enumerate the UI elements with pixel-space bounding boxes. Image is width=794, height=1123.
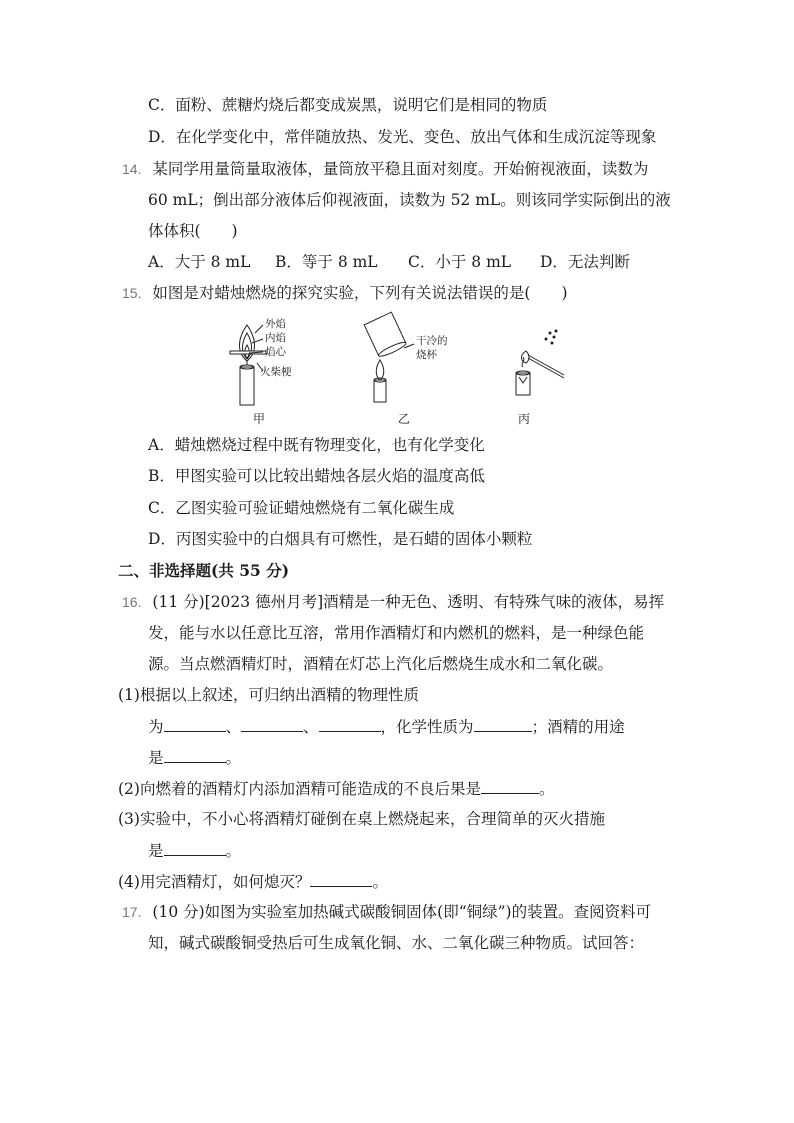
q17-stem-line2: 知，碱式碳酸铜受热后可生成氧化铜、水、二氧化碳三种物质。试回答： xyxy=(148,934,645,952)
q16-stem-line3: 源。当点燃酒精灯时，酒精在灯芯上汽化后燃烧生成水和二氧化碳。 xyxy=(148,655,614,673)
q14-stem-text1: 某同学用量筒量取液体，量筒放平稳且面对刻度。开始俯视液面，读数为 xyxy=(152,160,649,178)
q13-option-c: C．面粉、蔗糖灼烧后都变成炭黑，说明它们是相同的物质 xyxy=(148,96,548,114)
answer-blank-consequence[interactable] xyxy=(481,777,539,794)
q14-stem-line3: 体体积( ) xyxy=(148,222,238,240)
figure-caption-yi: 乙 xyxy=(398,412,411,426)
q15-number: 15. xyxy=(122,285,142,301)
q16-part3-prompt: (3)实验中，不小心将酒精灯碰倒在桌上燃烧起来，合理简单的灭火措施 xyxy=(118,810,605,828)
q16-stem-line2: 发，能与水以任意比互溶，常用作酒精灯和内燃机的燃料，是一种绿色能 xyxy=(148,624,645,642)
label-outer-flame: 外焰 xyxy=(265,318,286,330)
q16-part2-prompt: (2)向燃着的酒精灯内添加酒精可能造成的不良后果是 xyxy=(118,780,481,798)
figure-caption-jia: 甲 xyxy=(253,412,266,426)
label-flame-core: 焰心 xyxy=(265,346,286,358)
answer-blank-physical-property-3[interactable] xyxy=(319,715,381,732)
q14-option-c: C．小于 8 mL xyxy=(408,253,512,271)
q17-number: 17. xyxy=(122,904,142,920)
q17-stem-text1: (10 分)如图为实验室加热碱式碳酸铜固体(即“铜绿”)的装置。查阅资料可 xyxy=(152,903,652,921)
q16-chem-property-label: ，化学性质为 xyxy=(380,718,474,736)
q16-number: 16. xyxy=(122,594,142,610)
q14-number: 14. xyxy=(122,161,142,177)
q15-stem-text: 如图是对蜡烛燃烧的探究实验，下列有关说法错误的是( ) xyxy=(152,284,568,302)
q15-option-c: C．乙图实验可验证蜡烛燃烧有二氧化碳生成 xyxy=(148,499,455,517)
q16-stem-text1: (11 分)[2023 德州月考]酒精是一种无色、透明、有特殊气味的液体，易挥 xyxy=(152,593,665,611)
q16-part1-prompt: (1)根据以上叙述，可归纳出酒精的物理性质 xyxy=(118,686,419,704)
q15-stem xyxy=(122,282,568,304)
answer-blank-use[interactable] xyxy=(164,746,226,763)
q14-stem-line1 xyxy=(122,158,648,180)
q17-stem-line1 xyxy=(122,901,651,923)
q16-use-label: ；酒精的用途 xyxy=(531,718,625,736)
q16-part4 xyxy=(118,870,388,893)
q15-option-a: A．蜡烛燃烧过程中既有物理变化，也有化学变化 xyxy=(148,436,485,454)
q16-part2 xyxy=(118,777,554,800)
q16-use-prefix: 是 xyxy=(148,749,164,767)
label-inner-flame: 内焰 xyxy=(265,332,286,344)
separator: 、 xyxy=(303,718,319,736)
answer-blank-extinguish-measure[interactable] xyxy=(164,839,226,856)
answer-blank-physical-property-1[interactable] xyxy=(164,715,226,732)
period: 。 xyxy=(372,873,388,891)
q16-part1-blanks-line xyxy=(148,715,625,738)
q16-part4-prompt: (4)用完酒精灯，如何熄灭？ xyxy=(118,873,311,891)
separator: 、 xyxy=(225,718,242,736)
q15-option-d: D．丙图实验中的白烟具有可燃性，是石蜡的固体小颗粒 xyxy=(148,530,533,548)
q15-option-b: B．甲图实验可以比较出蜡烛各层火焰的温度高低 xyxy=(148,467,485,485)
q14-option-a: A．大于 8 mL xyxy=(148,253,251,271)
lighting-white-smoke-figure xyxy=(508,325,568,405)
period: 。 xyxy=(225,842,242,860)
q14-option-b: B．等于 8 mL xyxy=(275,253,378,271)
q16-part1-prefix: 为 xyxy=(148,718,164,736)
answer-blank-chemical-property[interactable] xyxy=(474,715,532,732)
q14-stem-line2: 60 mL；倒出部分液体后仰视液面，读数为 52 mL。则该同学实际倒出的液 xyxy=(148,191,671,209)
answer-blank-physical-property-2[interactable] xyxy=(241,715,303,732)
q16-part3-prefix: 是 xyxy=(148,842,164,860)
figure-caption-bing: 丙 xyxy=(518,412,531,426)
label-matchstick: 火柴梗 xyxy=(260,366,292,378)
q13-option-d: D．在化学变化中，常伴随放热、发光、变色、放出气体和生成沉淀等现象 xyxy=(148,128,657,146)
label-beaker: 烧杯 xyxy=(416,349,437,361)
period: 。 xyxy=(538,780,555,798)
q14-option-d: D．无法判断 xyxy=(540,253,630,271)
period: 。 xyxy=(225,749,242,767)
q16-part1-use-line xyxy=(148,746,241,769)
q16-part3-answer-line xyxy=(148,839,241,862)
answer-blank-how-to-extinguish[interactable] xyxy=(310,870,372,887)
label-dry-cold: 干冷的 xyxy=(416,335,448,347)
section-heading-non-multiple-choice: 二、非选择题(共 55 分) xyxy=(118,561,290,580)
q16-stem-line1 xyxy=(122,591,664,613)
dry-cold-beaker-over-candle-figure xyxy=(358,310,418,405)
